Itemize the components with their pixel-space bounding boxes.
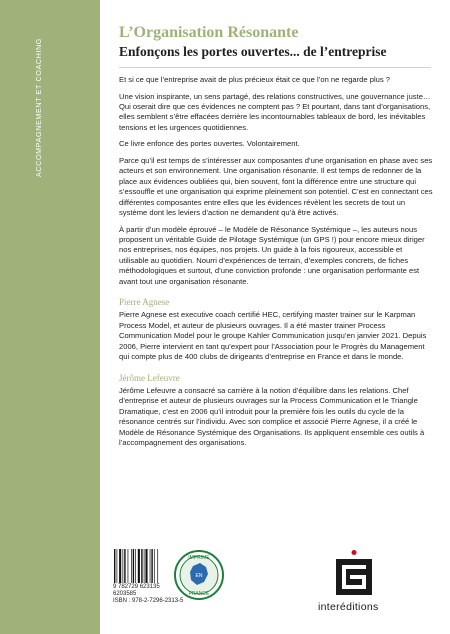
badge-middle-text: EN — [195, 573, 203, 579]
collection-label: ACCOMPAGNEMENT ET COACHING — [34, 38, 43, 177]
publisher-name: interéditions — [318, 601, 379, 613]
book-title: L’Organisation Résonante — [119, 24, 299, 41]
barcode-code: 6203585 — [113, 591, 137, 597]
publisher-logo-icon — [334, 549, 374, 605]
spine-band — [0, 0, 100, 634]
paragraph: Ce livre enfonce des portes ouvertes. Volontairement. — [119, 139, 300, 149]
paragraph: Une vision inspirante, un sens partagé, des relations constructives, une gouvernance juste… Qui oserait dire que ces évidences ne comptent pas ? Et pourtant, dans tant d’organisations, elles semblent s’être effacées derrière les incontournables tableaux de bord, les inévitables tensions et les urgences quotidiennes. — [119, 91, 431, 132]
author-name: Jérôme Lefeuvre — [119, 372, 180, 383]
paragraph: À partir d’un modèle éprouvé – le Modèle de Résonance Systémique –, les auteurs nous proposent un véritable Guide de Pilotage Systémique (un GPS !) pour encore mieux diriger nos entreprises, nos équipes, nos projets. Un guide à la fois rigoureux, accessible et utilisable au quotidien. Nourri d’expériences de terrain, d’exemples concrets, de fiches méthodologiques et surtout, d’une conviction profonde : une organisation performante est avant tout une organisation résonante. — [119, 224, 425, 286]
book-subtitle: Enfonçons les portes ouvertes... de l’entreprise — [119, 44, 387, 59]
barcode-digits: 9 782729 623135 — [113, 584, 160, 590]
badge-top-text: IMPRIMÉ — [188, 555, 210, 561]
author-bio: Jérôme Lefeuvre a consacré sa carrière à la notion d’équilibre dans les relations. Chef d’entreprise et auteur de plusieurs ouvrages sur la Process Communication et le Triangle Dramatique, c’est en 2006 qu’il introduit pour la première fois les outils du cycle de la résonance centrés sur l’individu. Avec son complice et associé Pierre Agnese, il a créé le Modèle de Résonance Systémique des Organisations. Ils appliquent ensemble ces outils à l’accompagnement des organisations. — [119, 385, 425, 447]
back-cover-text — [119, 75, 433, 455]
barcode-icon — [113, 548, 175, 584]
imprime-en-france-badge-icon — [173, 549, 225, 601]
author-name: Pierre Agnese — [119, 297, 170, 308]
paragraph: Parce qu’il est temps de s’intéresser aux composantes d’une organisation en phase avec ses acteurs et son environnement. Une organisation résonante. Il est temps de redonner de la place aux évidences oubliées qui, bien souvent, font la différence entre une structure qui s’essouffle et une organisation qui exprime pleinement son potentiel. C’est en connectant ces différentes composantes entre elles que les évidences révèlent les secrets de tout un système dont les leviers d’action ne demandent qu’à être activés. — [119, 156, 433, 218]
isbn: ISBN : 978-2-7296-2313-5 — [113, 598, 184, 604]
barcode-block — [113, 548, 184, 606]
author-bio: Pierre Agnese est executive coach certifié HEC, certifying master trainer sur le Karpman Process Model, et auteur de plusieurs ouvrages. Il a été master trainer Process Communication Model pour le groupe Kahler Communication jusqu’en janvier 2021. Depuis 2006, Pierre intervient en tant qu’expert pour l’Association pour le Progrès du Management qui compte plus de 400 clubs de dirigeants d’entreprise en France et dans le monde. — [119, 310, 427, 362]
badge-bottom-text: FRANCE — [188, 591, 210, 597]
paragraph: Et si ce que l’entreprise avait de plus précieux était ce que l’on ne regarde plus ? — [119, 75, 391, 84]
title-divider — [119, 67, 431, 68]
